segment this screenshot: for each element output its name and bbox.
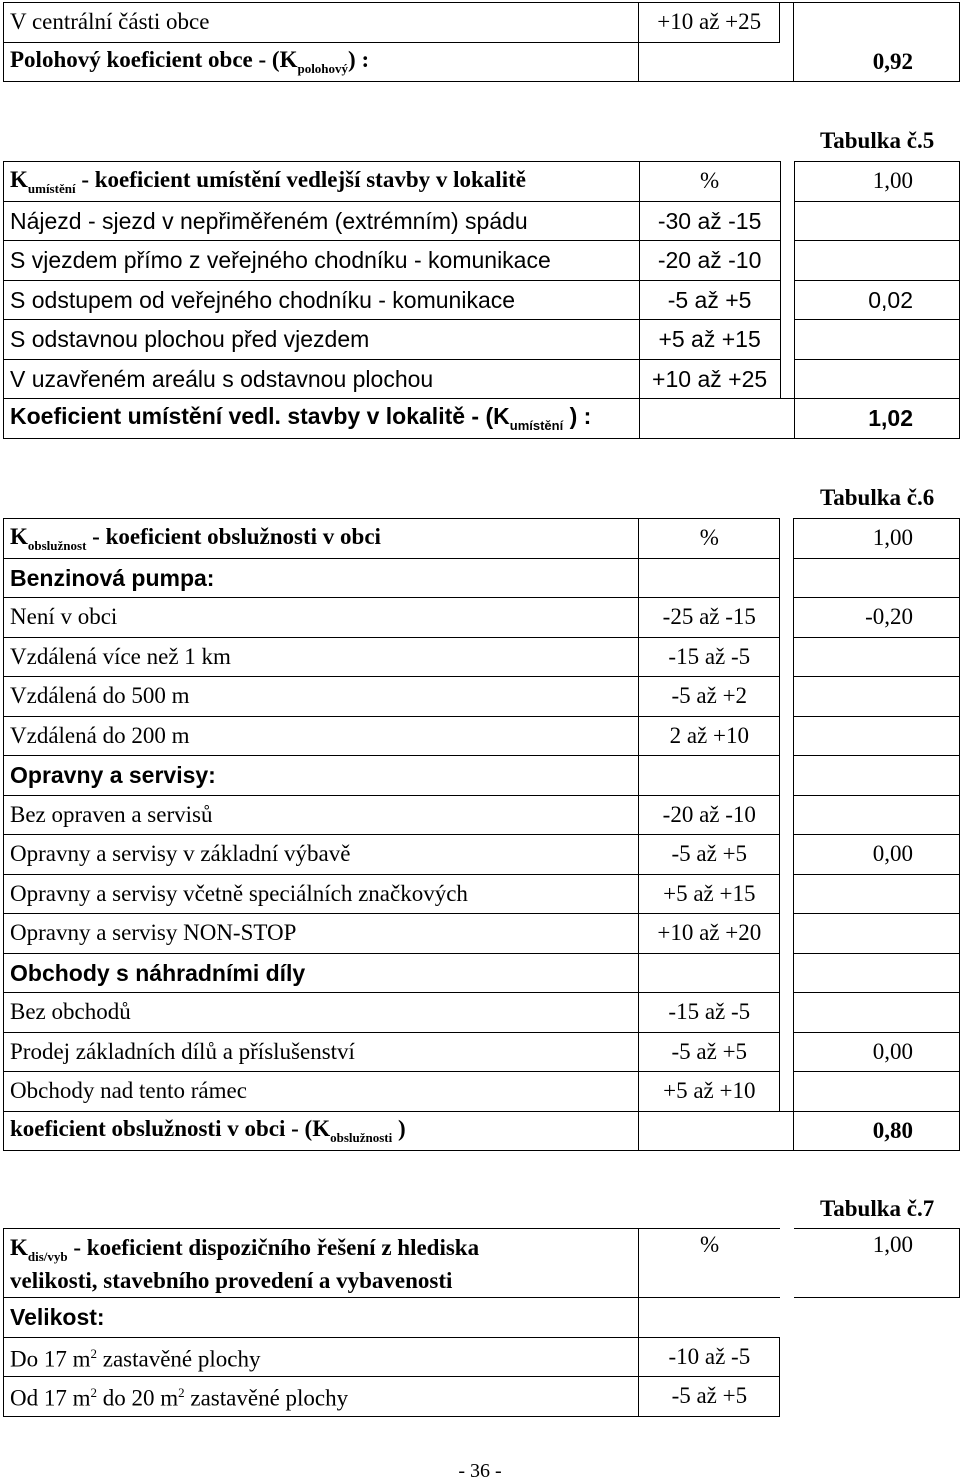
table-title: $K_{umístění}$ - koeficient umístění vedlejší stavby v lokalitě <box>4 162 640 202</box>
table-6 <box>3 518 960 1151</box>
base-value: 1,00 <box>794 1229 960 1298</box>
total-value: 0,92 <box>794 42 960 82</box>
table-row: S odstupem od veřejného chodníku - komunikace -5 až +5 0,02 <box>4 280 960 320</box>
total-label: Polohový koeficient obce - $(K_{polohový})$ : <box>4 42 639 82</box>
section-row: Obchody s náhradními díly <box>4 953 960 993</box>
total-label: Koeficient umístění vedl. stavby v lokalitě - ($K_{umístění}$ ) : <box>4 399 640 439</box>
table-5-caption: Tabulka č.5 <box>820 128 935 153</box>
section-row: Opravny a servisy: <box>4 756 960 796</box>
total-row <box>4 1111 960 1151</box>
section-row: Benzinová pumpa: <box>4 558 960 598</box>
table-header-row <box>4 1229 960 1298</box>
unit-percent: % <box>639 162 780 202</box>
total-label: koeficient obslužnosti v obci - ($K_{obslužnosti}$ ) <box>4 1111 639 1151</box>
table-row: S vjezdem přímo z veřejného chodníku - komunikace -20 až -10 <box>4 241 960 281</box>
table-row: Obchody nad tento rámec +5 až +10 <box>4 1072 960 1112</box>
table-row: Bez opraven a servisů -20 až -10 <box>4 795 960 835</box>
base-value: 1,00 <box>794 162 959 202</box>
table-title: $K_{obslužnost}$ - koeficient obslužnosti v obci <box>4 519 639 559</box>
table-row: V uzavřeném areálu s odstavnou plochou +10 až +25 <box>4 359 960 399</box>
total-value: 0,80 <box>794 1111 960 1151</box>
total-value: 1,02 <box>794 399 959 439</box>
section-row: Velikost: <box>4 1298 960 1338</box>
base-value: 1,00 <box>794 519 960 559</box>
total-row <box>4 42 960 82</box>
table-row: S odstavnou plochou před vjezdem +5 až +15 <box>4 320 960 360</box>
table-row <box>4 3 960 43</box>
table-row: Vzdálená do 200 m 2 až +10 <box>4 716 960 756</box>
table-title: $K_{dis/vyb}$ - koeficient dispozičního řešení z hlediska velikosti, stavebního provedení a vybavenosti <box>4 1229 639 1298</box>
table-row: Od 17 $m^2$ do 20 $m^2$ zastavěné plochy -5 až +5 <box>4 1377 960 1417</box>
table-row: Není v obci -25 až -15 -0,20 <box>4 598 960 638</box>
table-7-caption: Tabulka č.7 <box>820 1196 935 1221</box>
table-row: Nájezd - sjezd v nepřiměřeném (extrémním) spádu -30 až -15 <box>4 201 960 241</box>
unit-percent: % <box>639 519 780 559</box>
table-4-tail <box>3 2 960 82</box>
page-number: - 36 - <box>458 1460 502 1482</box>
table-row: Vzdálená do 500 m -5 až +2 <box>4 677 960 717</box>
row-range: +10 až +25 <box>639 3 780 43</box>
row-label: V centrální části obce <box>4 3 639 43</box>
table-row: Opravny a servisy v základní výbavě -5 až +5 0,00 <box>4 835 960 875</box>
table-row: Prodej základních dílů a příslušenství -5 až +5 0,00 <box>4 1032 960 1072</box>
table-row: Opravny a servisy NON-STOP +10 až +20 <box>4 914 960 954</box>
table-row: Vzdálená více než 1 km -15 až -5 <box>4 637 960 677</box>
table-row: Bez obchodů -15 až -5 <box>4 993 960 1033</box>
total-row <box>4 399 960 439</box>
table-7 <box>3 1228 960 1417</box>
table-5 <box>3 161 960 439</box>
row-value <box>794 3 960 43</box>
table-row: Do 17 $m^2$ zastavěné plochy -10 až -5 <box>4 1337 960 1377</box>
table-header-row <box>4 519 960 559</box>
table-row: Opravny a servisy včetně speciálních značkových +5 až +15 <box>4 874 960 914</box>
unit-percent: % <box>639 1229 780 1298</box>
table-header-row <box>4 162 960 202</box>
table-6-caption: Tabulka č.6 <box>820 485 935 510</box>
